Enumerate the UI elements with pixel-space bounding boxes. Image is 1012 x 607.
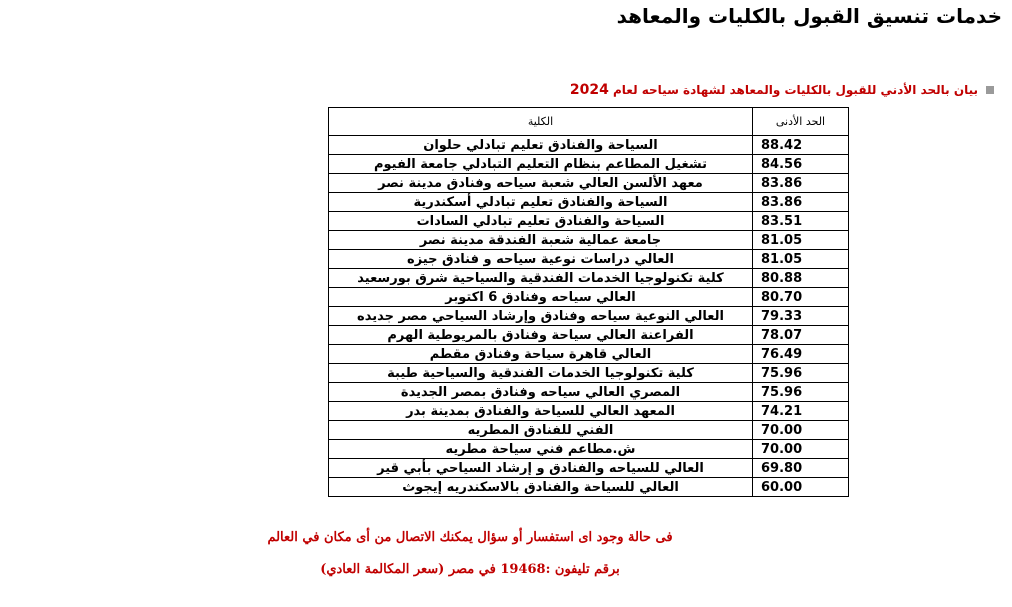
min-score-cell: 79.33 bbox=[753, 307, 849, 326]
table-row bbox=[329, 155, 849, 174]
min-score-cell: 69.80 bbox=[753, 459, 849, 478]
min-score-cell: 81.05 bbox=[753, 250, 849, 269]
min-score-cell: 84.56 bbox=[753, 155, 849, 174]
min-score-cell: 81.05 bbox=[753, 231, 849, 250]
min-score-cell: 83.86 bbox=[753, 193, 849, 212]
table-row bbox=[329, 364, 849, 383]
admission-table bbox=[328, 107, 849, 497]
min-score-cell: 80.88 bbox=[753, 269, 849, 288]
subtitle-row bbox=[570, 82, 994, 98]
table-row bbox=[329, 345, 849, 364]
min-score-cell: 70.00 bbox=[753, 421, 849, 440]
college-name-cell: العالي سياحه وفنادق 6 اكتوبر bbox=[329, 288, 753, 307]
college-name-cell: المصري العالي سياحه وفنادق بمصر الجديدة bbox=[329, 383, 753, 402]
college-name-cell: كلية تكنولوجيا الخدمات الفندقية والسياحية طيبة bbox=[329, 364, 753, 383]
min-score-cell: 70.00 bbox=[753, 440, 849, 459]
min-score-cell: 76.49 bbox=[753, 345, 849, 364]
header-college: الكلية bbox=[329, 108, 753, 136]
college-name-cell: كلية تكنولوجيا الخدمات الفندقية والسياحية شرق بورسعيد bbox=[329, 269, 753, 288]
min-score-cell: 74.21 bbox=[753, 402, 849, 421]
table-row bbox=[329, 402, 849, 421]
college-name-cell: العالي قاهرة سياحة وفنادق مقطم bbox=[329, 345, 753, 364]
table-row bbox=[329, 250, 849, 269]
college-name-cell: المعهد العالي للسياحة والفنادق بمدينة بدر bbox=[329, 402, 753, 421]
min-score-cell: 78.07 bbox=[753, 326, 849, 345]
table-row bbox=[329, 288, 849, 307]
min-score-cell: 60.00 bbox=[753, 478, 849, 497]
table-row bbox=[329, 193, 849, 212]
college-name-cell: السياحة والفنادق تعليم تبادلي أسكندرية bbox=[329, 193, 753, 212]
min-score-cell: 80.70 bbox=[753, 288, 849, 307]
table-row bbox=[329, 307, 849, 326]
table-row bbox=[329, 269, 849, 288]
table-row bbox=[329, 459, 849, 478]
table-body bbox=[329, 136, 849, 497]
college-name-cell: الفني للفنادق المطريه bbox=[329, 421, 753, 440]
table-row bbox=[329, 212, 849, 231]
caption-year: 2024 bbox=[569, 82, 609, 98]
min-score-cell: 75.96 bbox=[753, 364, 849, 383]
college-name-cell: العالي دراسات نوعية سياحه و فنادق جيزه bbox=[329, 250, 753, 269]
table-header-row bbox=[329, 108, 849, 136]
table-row bbox=[329, 383, 849, 402]
college-name-cell: السياحة والفنادق تعليم تبادلي السادات bbox=[329, 212, 753, 231]
square-bullet-icon bbox=[986, 86, 994, 94]
table-row bbox=[329, 421, 849, 440]
college-name-cell: ش.مطاعم فني سياحة مطريه bbox=[329, 440, 753, 459]
college-name-cell: جامعة عمالية شعبة الفندقة مدينة نصر bbox=[329, 231, 753, 250]
page-title: خدمات تنسيق القبول بالكليات والمعاهد bbox=[616, 4, 1002, 28]
caption-text: بيان بالحد الأدني للقبول بالكليات والمعاهد لشهادة سياحه لعام bbox=[608, 83, 978, 97]
college-name-cell: العالي للسياحه والفنادق و إرشاد السياحي بأبي قير bbox=[329, 459, 753, 478]
college-name-cell: الفراعنة العالي سياحة وفنادق بالمريوطية الهرم bbox=[329, 326, 753, 345]
table-row bbox=[329, 136, 849, 155]
min-score-cell: 88.42 bbox=[753, 136, 849, 155]
contact-line-1: فى حالة وجود اى استفسار أو سؤال يمكنك الاتصال من أى مكان في العالم bbox=[267, 530, 673, 545]
college-name-cell: معهد الألسن العالي شعبة سياحه وفنادق مدينة نصر bbox=[329, 174, 753, 193]
min-score-cell: 75.96 bbox=[753, 383, 849, 402]
table-row bbox=[329, 440, 849, 459]
header-min-score: الحد الأدنى bbox=[753, 108, 849, 136]
college-name-cell: تشغيل المطاعم بنظام التعليم التبادلي جامعة الفيوم bbox=[329, 155, 753, 174]
college-name-cell: العالي النوعية سياحه وفنادق وإرشاد السياحي مصر جديده bbox=[329, 307, 753, 326]
table-row bbox=[329, 326, 849, 345]
table-row bbox=[329, 478, 849, 497]
table-row bbox=[329, 231, 849, 250]
min-score-cell: 83.86 bbox=[753, 174, 849, 193]
table-caption bbox=[570, 82, 978, 98]
college-name-cell: العالي للسياحة والفنادق بالاسكندريه إيجوث bbox=[329, 478, 753, 497]
contact-line-2: برقم تليفون :19468 في مصر (سعر المكالمة العادي) bbox=[320, 562, 620, 577]
min-score-cell: 83.51 bbox=[753, 212, 849, 231]
college-name-cell: السياحة والفنادق تعليم تبادلي حلوان bbox=[329, 136, 753, 155]
table-row bbox=[329, 174, 849, 193]
